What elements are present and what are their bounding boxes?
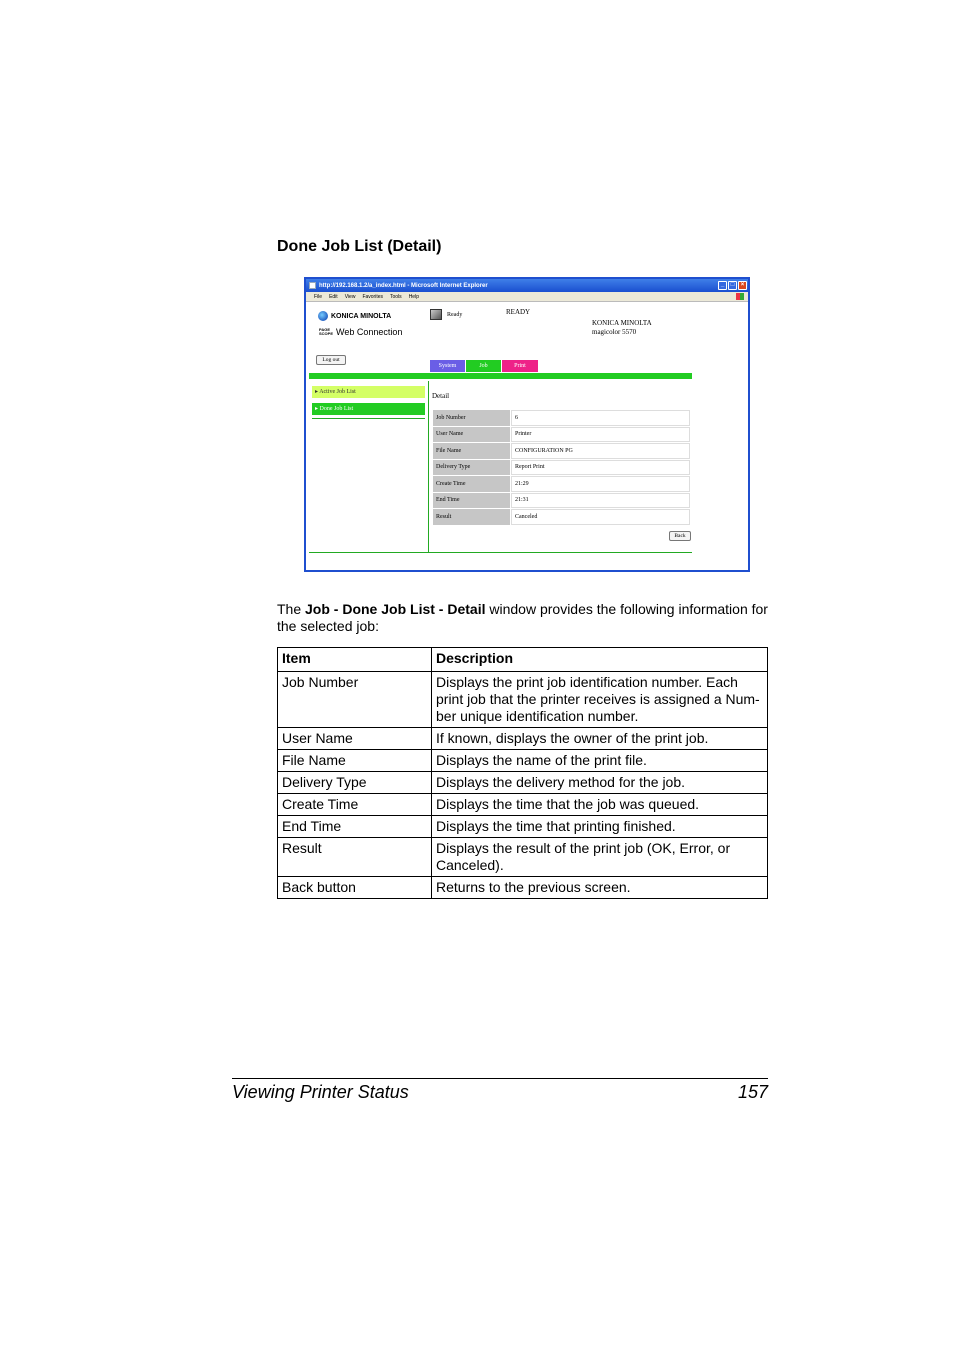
model-name: magicolor 5570 bbox=[592, 328, 637, 336]
description-cell: Displays the time that printing finished. bbox=[432, 816, 768, 838]
globe-icon bbox=[318, 311, 328, 321]
konica-minolta-logo bbox=[318, 311, 391, 321]
item-cell: Create Time bbox=[278, 794, 432, 816]
intro-paragraph bbox=[277, 601, 772, 635]
item-cell: Result bbox=[278, 838, 432, 877]
ie-icon bbox=[309, 282, 316, 289]
detail-table bbox=[432, 409, 691, 526]
table-row bbox=[278, 672, 768, 728]
tab-print[interactable]: Print bbox=[502, 360, 538, 372]
main-tabs bbox=[430, 360, 538, 372]
pagescope-logo bbox=[319, 327, 402, 337]
column-header-item: Item bbox=[278, 648, 432, 672]
logout-button[interactable]: Log out bbox=[316, 355, 346, 365]
footer-rule bbox=[232, 1078, 768, 1079]
description-cell: Displays the time that the job was queued. bbox=[432, 794, 768, 816]
detail-key: Job Number bbox=[433, 410, 510, 426]
detail-key: Create Time bbox=[433, 476, 510, 492]
table-row bbox=[278, 794, 768, 816]
description-cell: Displays the name of the print file. bbox=[432, 750, 768, 772]
printer-icon bbox=[430, 309, 442, 320]
description-cell: If known, displays the owner of the print job. bbox=[432, 728, 768, 750]
minimize-icon[interactable]: _ bbox=[718, 281, 727, 290]
menu-bar bbox=[306, 292, 748, 302]
detail-value: Report Print bbox=[511, 460, 690, 476]
brand-name: KONICA MINOLTA bbox=[331, 312, 392, 320]
detail-key: End Time bbox=[433, 493, 510, 509]
intro-text: window provides the following information for the selected job: bbox=[277, 601, 768, 634]
window-titlebar bbox=[306, 279, 748, 292]
item-cell: File Name bbox=[278, 750, 432, 772]
pagescope-mark: PAGE SCOPE bbox=[319, 327, 334, 336]
detail-key: File Name bbox=[433, 443, 510, 459]
description-cell: Displays the print job identification number. Each print job that the printer receives is assigned a Num-ber unique identification number. bbox=[432, 672, 768, 728]
printer-status: READY bbox=[506, 308, 531, 316]
table-header-row bbox=[278, 648, 768, 672]
item-cell: User Name bbox=[278, 728, 432, 750]
table-row bbox=[433, 427, 690, 443]
table-row bbox=[433, 509, 690, 525]
table-row bbox=[433, 443, 690, 459]
menu-favorites[interactable]: Favorites bbox=[362, 293, 383, 300]
tab-system[interactable]: System bbox=[430, 360, 465, 372]
web-connection-label: Web Connection bbox=[336, 327, 403, 337]
detail-value: Printer bbox=[511, 427, 690, 443]
maximize-icon[interactable]: □ bbox=[728, 281, 737, 290]
web-page bbox=[306, 302, 748, 570]
back-button[interactable]: Back bbox=[669, 531, 691, 541]
table-row bbox=[433, 410, 690, 426]
menu-help[interactable]: Help bbox=[408, 293, 419, 300]
table-row bbox=[278, 877, 768, 899]
sidebar-item-active-job-list[interactable]: ▸ Active Job List bbox=[312, 386, 425, 398]
windows-logo-icon bbox=[736, 293, 744, 300]
description-cell: Returns to the previous screen. bbox=[432, 877, 768, 899]
page-number: 157 bbox=[737, 1082, 768, 1102]
tab-underline-bar bbox=[309, 373, 692, 379]
detail-key: Delivery Type bbox=[433, 460, 510, 476]
description-cell: Displays the result of the print job (OK, Error, or Canceled). bbox=[432, 838, 768, 877]
table-row bbox=[278, 750, 768, 772]
table-row bbox=[278, 816, 768, 838]
browser-screenshot bbox=[304, 277, 750, 572]
detail-key: User Name bbox=[433, 427, 510, 443]
item-cell: Back button bbox=[278, 877, 432, 899]
sidebar-item-label: Done Job List bbox=[319, 406, 354, 412]
sidebar-divider bbox=[428, 381, 429, 552]
table-row bbox=[278, 838, 768, 877]
table-row bbox=[433, 460, 690, 476]
sidebar-item-done-job-list[interactable]: ▸ Done Job List bbox=[312, 403, 425, 415]
detail-value: 21:31 bbox=[511, 493, 690, 509]
item-cell: Delivery Type bbox=[278, 772, 432, 794]
ready-label: Ready bbox=[447, 312, 463, 318]
description-table bbox=[277, 647, 768, 899]
model-brand: KONICA MINOLTA bbox=[592, 319, 652, 327]
item-cell: Job Number bbox=[278, 672, 432, 728]
detail-value: CONFIGURATION PG bbox=[511, 443, 690, 459]
description-cell: Displays the delivery method for the job. bbox=[432, 772, 768, 794]
intro-window-name: Job - Done Job List - Detail bbox=[305, 601, 486, 617]
detail-value: Canceled bbox=[511, 509, 690, 525]
menu-file[interactable]: File bbox=[314, 293, 323, 300]
table-row bbox=[433, 476, 690, 492]
detail-heading: Detail bbox=[432, 392, 450, 400]
sidebar-item-label: Active Job List bbox=[319, 389, 356, 395]
section-title: Done Job List (Detail) bbox=[277, 238, 442, 255]
detail-value: 21:29 bbox=[511, 476, 690, 492]
footer-divider bbox=[309, 552, 692, 553]
menu-view[interactable]: View bbox=[344, 293, 356, 300]
intro-text: The bbox=[277, 601, 306, 617]
window-title: http://192.168.1.2/a_index.html - Microsoft Internet Explorer bbox=[319, 282, 488, 289]
detail-key: Result bbox=[433, 509, 510, 525]
footer-chapter: Viewing Printer Status bbox=[232, 1082, 409, 1102]
detail-value: 6 bbox=[511, 410, 690, 426]
table-row bbox=[278, 728, 768, 750]
table-row bbox=[433, 493, 690, 509]
tab-job[interactable]: Job bbox=[466, 360, 501, 372]
close-icon[interactable]: × bbox=[738, 281, 747, 290]
sidebar-separator bbox=[312, 418, 425, 419]
menu-tools[interactable]: Tools bbox=[390, 293, 402, 300]
item-cell: End Time bbox=[278, 816, 432, 838]
menu-edit[interactable]: Edit bbox=[329, 293, 338, 300]
table-row bbox=[278, 772, 768, 794]
column-header-description: Description bbox=[432, 648, 768, 672]
